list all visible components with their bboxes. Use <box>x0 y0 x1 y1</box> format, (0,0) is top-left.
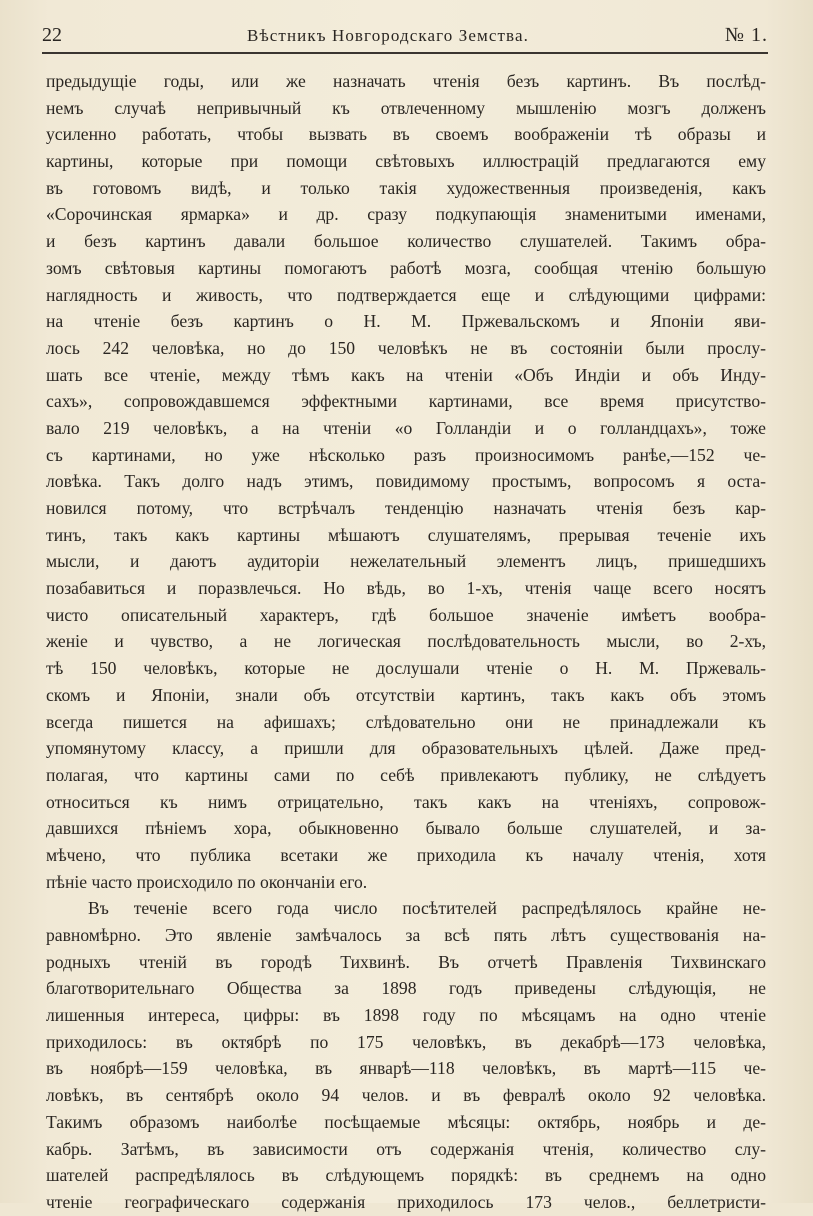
text-line: пѣніе часто происходило по окончаніи его. <box>46 871 368 892</box>
running-header <box>42 24 768 48</box>
text-line: давшихся пѣніемъ хора, обыкновенно бывало больше слушателей, и за- <box>46 818 766 839</box>
text-line: равномѣрно. Это явленіе замѣчалось за всѣ пять лѣтъ существованія на- <box>46 925 766 945</box>
text-line: приходилось: въ октябрѣ по 175 человѣкъ, въ декабрѣ—173 человѣка, <box>46 1031 766 1052</box>
paragraph-continued <box>46 68 766 895</box>
text-line: чтеніе географическаго содержанія приходилось 173 челов., беллетристи- <box>46 1191 766 1212</box>
text-line: новился потому, что встрѣчалъ тенденцію назначать чтенія безъ кар- <box>46 498 766 518</box>
text-line: полагая, что картины сами по себѣ привлекаютъ публику, не слѣдуетъ <box>46 764 766 785</box>
text-line: Такимъ образомъ наиболѣе посѣщаемые мѣсяцы: октябрь, ноябрь и де- <box>46 1111 766 1132</box>
text-line: родныхъ чтеній въ городѣ Тихвинѣ. Въ отчетѣ Правленія Тихвинскаго <box>46 951 766 972</box>
text-line: на чтеніе безъ картинъ о Н. М. Пржевальскомъ и Японіи яви- <box>46 311 766 332</box>
text-line: въ ноябрѣ—159 человѣка, въ январѣ—118 человѣкъ, въ мартѣ—115 че- <box>46 1058 766 1079</box>
text-line: предыдущіе годы, или же назначать чтенія безъ картинъ. Въ послѣд- <box>46 71 766 91</box>
text-line: немъ случаѣ непривычный къ отвлеченному мышленію мозгъ долженъ <box>46 97 766 118</box>
text-line: усиленно работать, чтобы вызвать въ своемъ воображеніи тѣ образы и <box>46 124 766 145</box>
text-line: шать все чтеніе, между тѣмъ какъ на чтеніи «Объ Индіи и объ Инду- <box>46 364 766 385</box>
text-line: скомъ и Японіи, знали объ отсутствіи картинъ, такъ какъ объ этомъ <box>46 684 766 705</box>
text-line: Въ теченіе всего года число посѣтителей распредѣлялось крайне не- <box>88 898 766 919</box>
text-line: наглядность и живость, что подтверждается еще и слѣдующими цифрами: <box>46 284 766 305</box>
text-line: относиться къ нимъ отрицательно, такъ какъ на чтеніяхъ, сопровож- <box>46 791 766 812</box>
text-line: упомянутому классу, а пришли для образовательныхъ цѣлей. Даже пред- <box>46 738 766 759</box>
page-number: 22 <box>42 24 62 46</box>
text-line: въ готовомъ видѣ, и только такія художественныя произведенія, какъ <box>46 177 766 198</box>
text-line: тѣ 150 человѣкъ, которые не дослушали чтеніе о Н. М. Пржеваль- <box>46 658 766 679</box>
text-line: ловѣка. Такъ долго надъ этимъ, повидимому простымъ, вопросомъ я оста- <box>46 471 766 492</box>
paragraph-attendance <box>46 895 766 1215</box>
text-line: ловѣкъ, въ сентябрѣ около 94 челов. и въ февралѣ около 92 человѣка. <box>46 1085 766 1106</box>
text-line: «Сорочинская ярмарка» и др. сразу подкупающія знаменитыми именами, <box>46 204 766 225</box>
text-line: мѣчено, что публика всетаки же приходила къ началу чтенія, хотя <box>46 844 766 865</box>
text-line: сахъ», сопровождавшемся эффектными картинами, все время присутство- <box>46 391 766 412</box>
text-line: съ картинами, но уже нѣсколько разъ произносимомъ ранѣе,—152 че- <box>46 444 766 465</box>
text-line: шателей распредѣлялось въ слѣдующемъ порядкѣ: въ среднемъ на одно <box>46 1165 766 1186</box>
issue-number: № 1. <box>724 24 768 46</box>
text-line: лишенныя интереса, цифры: въ 1898 году по мѣсяцамъ на одно чтеніе <box>46 1005 766 1026</box>
text-line: позабавиться и поразвлечься. Но вѣдь, во 1-хъ, чтенія чаще всего носятъ <box>46 578 766 599</box>
header-rule <box>42 52 768 54</box>
text-line: и безъ картинъ давали большое количество слушателей. Такимъ обра- <box>46 231 766 252</box>
text-line: тинъ, такъ какъ картины мѣшаютъ слушателямъ, прерывая теченіе ихъ <box>46 524 766 545</box>
text-line: мысли, и даютъ аудиторіи нежелательный элементъ лицъ, пришедшихъ <box>46 551 766 572</box>
text-line: чисто описательный характеръ, гдѣ большое значеніе имѣетъ вообра- <box>46 604 766 625</box>
body-text <box>46 68 766 1216</box>
text-line: вало 219 человѣкъ, а на чтеніи «о Голландіи и о голландцахъ», тоже <box>46 417 766 438</box>
journal-title: Вѣстникъ Новгородскаго Земства. <box>247 26 529 45</box>
text-line: кабрь. Затѣмъ, въ зависимости отъ содержанія чтенія, количество слу- <box>46 1138 766 1159</box>
text-line: картины, которые при помощи свѣтовыхъ иллюстрацій предлагаются ему <box>46 151 766 172</box>
text-line: всегда пишется на афишахъ; слѣдовательно они не принадлежали къ <box>46 711 766 732</box>
text-line: лось 242 человѣка, но до 150 человѣкъ не въ состояніи были прослу- <box>46 337 766 358</box>
text-line: зомъ свѣтовыя картины помогаютъ работѣ мозга, сообщая чтенію большую <box>46 257 766 278</box>
text-line: благотворительнаго Общества за 1898 годъ приведены слѣдующія, не <box>46 978 766 999</box>
text-line: женіе и чувство, а не логическая послѣдовательность мысли, во 2-хъ, <box>46 631 766 652</box>
